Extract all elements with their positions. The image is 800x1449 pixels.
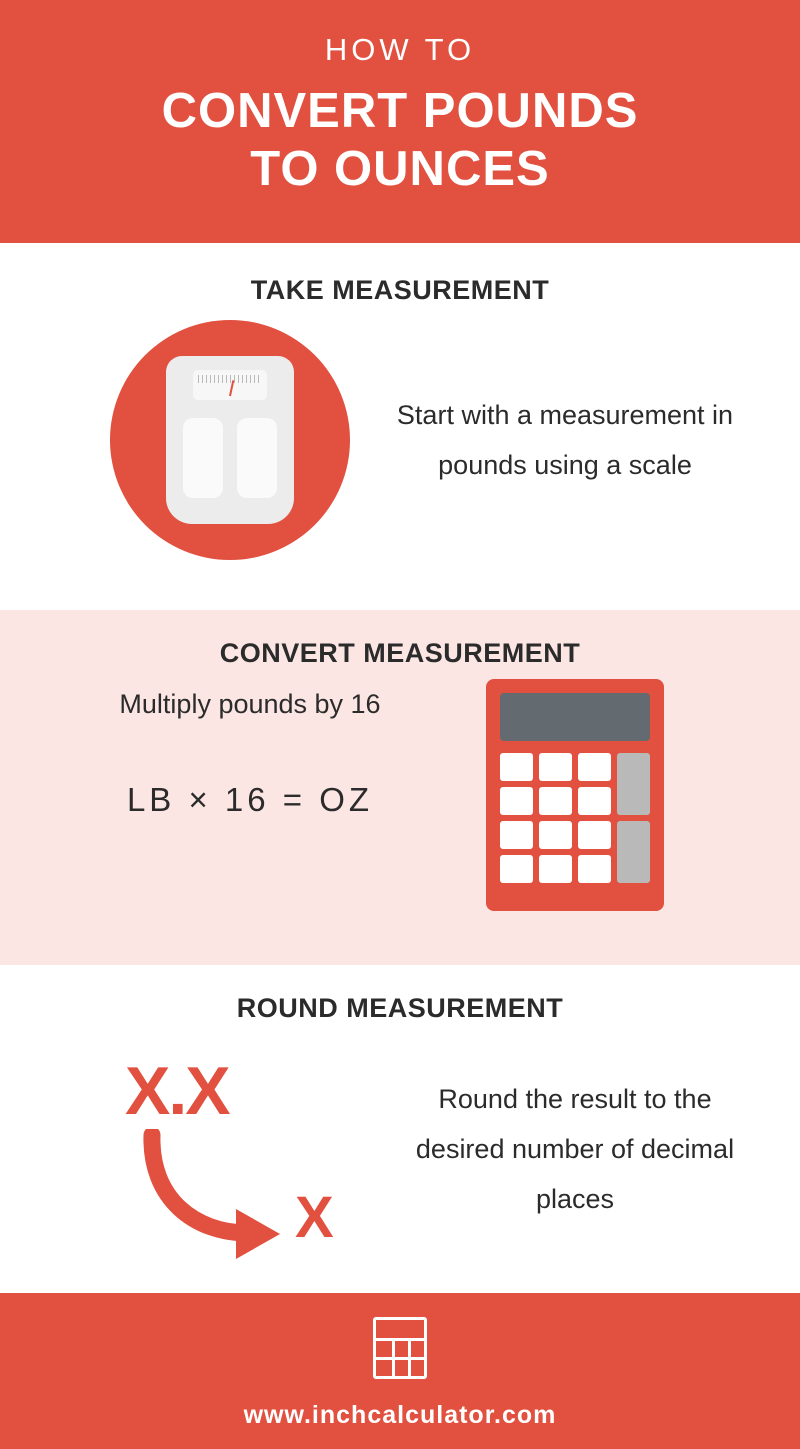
step-2-illustration bbox=[425, 679, 725, 911]
decimal-value-label: X.X bbox=[125, 1053, 229, 1129]
calculator-screen bbox=[500, 693, 650, 741]
step-round-measurement bbox=[0, 965, 800, 1293]
header-title-line2: TO OUNCES bbox=[250, 142, 550, 196]
calculator-key bbox=[578, 855, 611, 883]
calculator-key bbox=[500, 855, 533, 883]
step-2-title: CONVERT MEASUREMENT bbox=[219, 638, 581, 668]
header-banner bbox=[0, 0, 800, 243]
calculator-key bbox=[578, 753, 611, 781]
step-1-title: TAKE MEASUREMENT bbox=[250, 275, 550, 305]
scale-display bbox=[193, 370, 267, 400]
step-3-title: ROUND MEASUREMENT bbox=[236, 993, 564, 1023]
step-1-text: Start with a measurement in pounds using a scale bbox=[396, 400, 734, 480]
scale-ticks bbox=[198, 375, 262, 383]
step-take-measurement bbox=[0, 243, 800, 610]
calculator-key bbox=[578, 821, 611, 849]
step-2-formula: LB × 16 = OZ bbox=[126, 781, 374, 818]
footer-url[interactable]: www.inchcalculator.com bbox=[243, 1401, 557, 1429]
calculator-key bbox=[500, 753, 533, 781]
calculator-key bbox=[539, 787, 572, 815]
bathroom-scale-icon bbox=[110, 320, 350, 560]
calculator-logo-icon bbox=[373, 1317, 427, 1379]
calculator-key bbox=[500, 787, 533, 815]
header-title-line1: CONVERT POUNDS bbox=[161, 84, 639, 138]
scale-body bbox=[166, 356, 294, 524]
header-kicker: HOW TO bbox=[324, 32, 476, 67]
calculator-key bbox=[539, 855, 572, 883]
calculator-keypad bbox=[500, 753, 650, 883]
calculator-key-equals bbox=[617, 821, 650, 883]
calculator-key bbox=[539, 753, 572, 781]
scale-foot-pad-left bbox=[183, 418, 223, 498]
rounded-value-label: X bbox=[295, 1185, 334, 1250]
step-1-illustration bbox=[65, 320, 395, 560]
step-3-text: Round the result to the desired number of decimal places bbox=[415, 1084, 735, 1214]
footer-banner bbox=[0, 1293, 800, 1449]
step-2-text: Multiply pounds by 16 bbox=[119, 689, 381, 719]
calculator-icon bbox=[486, 679, 664, 911]
step-3-illustration bbox=[45, 1034, 395, 1264]
scale-foot-pad-right bbox=[237, 418, 277, 498]
calculator-key bbox=[578, 787, 611, 815]
calculator-key bbox=[539, 821, 572, 849]
calculator-key-operator bbox=[617, 753, 650, 815]
calculator-key bbox=[500, 821, 533, 849]
step-convert-measurement bbox=[0, 610, 800, 965]
